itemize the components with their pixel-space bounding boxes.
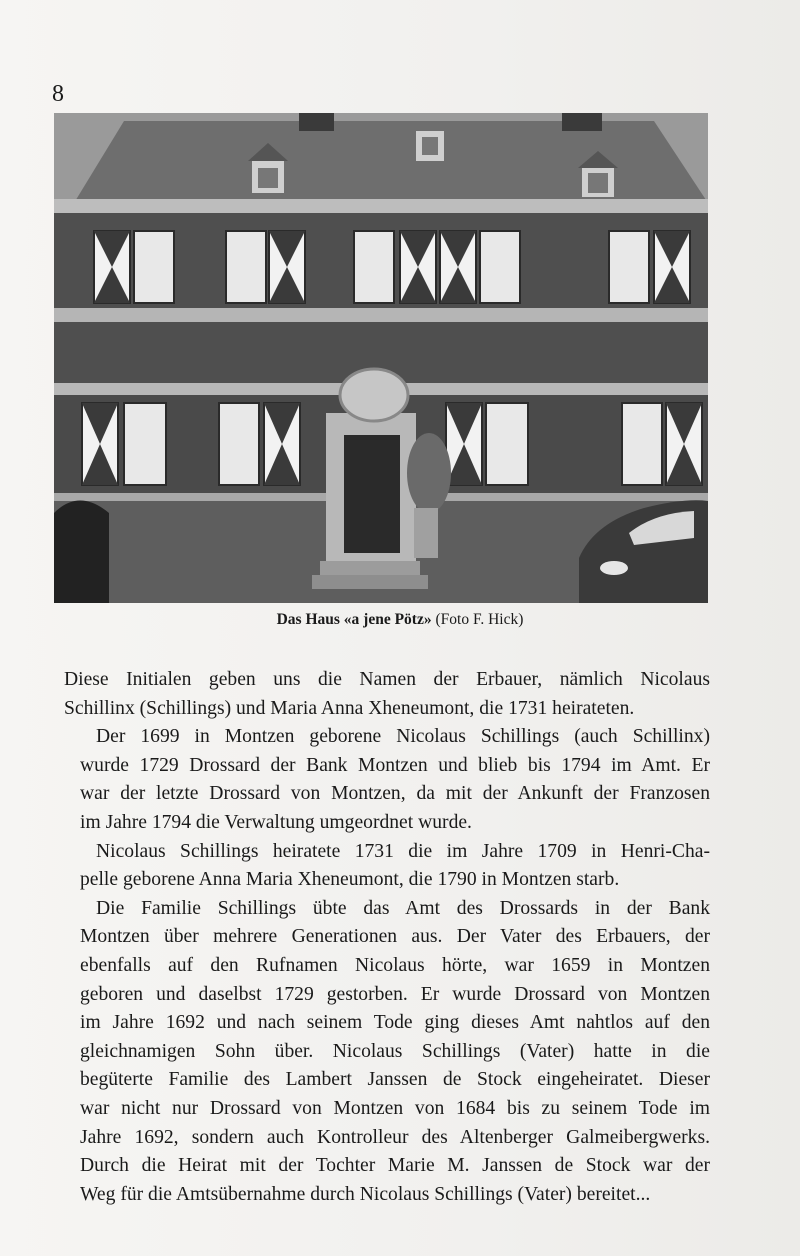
page-number: 8 (52, 81, 64, 107)
text-line: war nicht nur Drossard von Montzen von 1684 bis zu seinem Tode im (80, 1097, 710, 1119)
body-text (64, 666, 710, 1209)
paragraph-2 (64, 723, 710, 837)
text-line: Durch die Heirat mit der Tochter Marie M. Janssen de Stock war der (80, 1155, 710, 1177)
paragraph-3 (64, 838, 710, 895)
text-line: ebenfalls auf den Rufnamen Nicolaus hörte, war 1659 in Montzen (80, 954, 710, 976)
text-line: Diese Initialen geben uns die Namen der Erbauer, nämlich Nicolaus (64, 669, 710, 690)
text-line: pelle geborene Anna Maria Xheneumont, die 1790 in Montzen starb. (80, 869, 620, 891)
caption-credit: (Foto F. Hick) (431, 611, 524, 628)
text-line: Jahre 1692, sondern auch Kontrolleur des Altenberger Galmeibergwerks. (80, 1126, 710, 1148)
text-line: im Jahre 1692 und nach seinem Tode ging dieses Amt nahtlos auf den (80, 1012, 710, 1034)
caption-title: Das Haus «a jene Pötz» (276, 611, 432, 628)
text-line: Montzen über mehrere Generationen aus. Der Vater des Erbauers, der (80, 926, 710, 948)
house-photo-image (54, 113, 708, 603)
paragraph-1 (64, 666, 710, 723)
photo-caption (0, 610, 800, 630)
text-line: gleichnamigen Sohn über. Nicolaus Schillings (Vater) hatte in die (80, 1040, 710, 1062)
text-line: Weg für die Amtsübernahme durch Nicolaus Schillings (Vater) bereitet... (80, 1183, 651, 1205)
text-line: im Jahre 1794 die Verwaltung umgeordnet wurde. (80, 811, 472, 833)
text-line: geboren und daselbst 1729 gestorben. Er wurde Drossard von Montzen (80, 983, 710, 1005)
text-line: war der letzte Drossard von Montzen, da mit der Ankunft der Franzosen (80, 783, 710, 805)
text-line: begüterte Familie des Lambert Janssen de Stock eingeheiratet. Dieser (80, 1069, 710, 1091)
text-line: wurde 1729 Drossard der Bank Montzen und blieb bis 1794 im Amt. Er (80, 754, 710, 776)
house-photo (54, 113, 708, 603)
text-line: Nicolaus Schillings heiratete 1731 die im Jahre 1709 in Henri-Cha- (96, 840, 710, 862)
text-line: Der 1699 in Montzen geborene Nicolaus Schillings (auch Schillinx) (96, 726, 710, 748)
paragraph-4 (64, 895, 710, 1210)
text-line: Die Familie Schillings übte das Amt des Drossards in der Bank (96, 897, 710, 919)
text-line: Schillinx (Schillings) und Maria Anna Xheneumont, die 1731 heirateten. (64, 697, 635, 719)
